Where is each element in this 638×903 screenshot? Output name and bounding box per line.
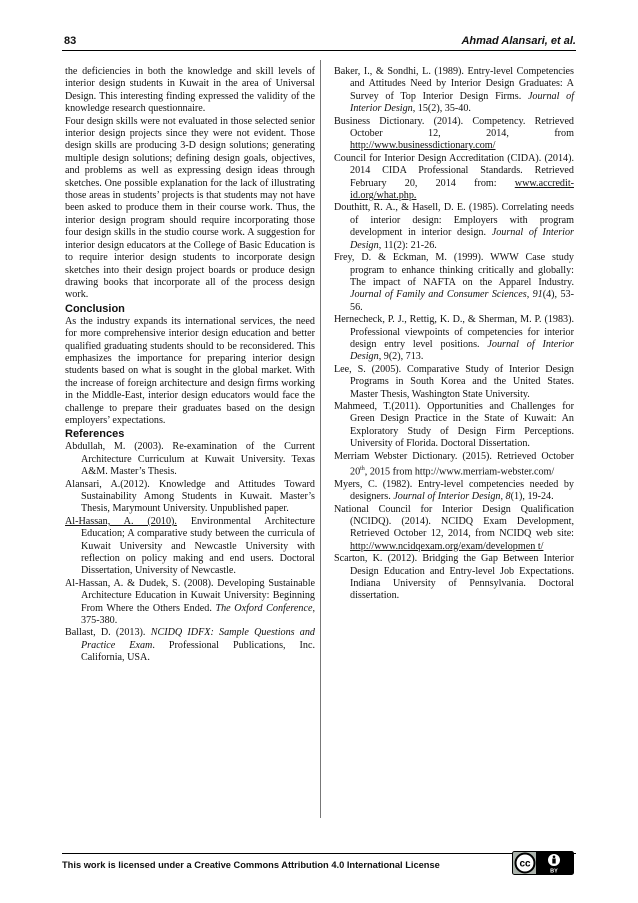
footer-rule xyxy=(62,853,576,854)
reference-item: Myers, C. (1982). Entry-level competencies needed by designers. Journal of Interior Design, 8(1), 19-24. xyxy=(334,478,574,503)
cc-badge-label: cc xyxy=(519,858,531,870)
running-header xyxy=(62,35,576,49)
reference-item: Ballast, D. (2013). NCIDQ IDFX: Sample Questions and Practice Exam. Professional Publications, Inc. California, USA. xyxy=(65,627,315,664)
left-column xyxy=(65,66,315,665)
right-column xyxy=(334,66,574,603)
reference-item: Mahmeed, T.(2011). Opportunities and Challenges for Green Design Practice in the State of Kuwait: An Exploratory Study of Design Firm Perceptions. University of Florida. Doctoral Dissertation. xyxy=(334,400,574,450)
paragraph: As the industry expands its international services, the need for more comprehensive interior design education and better qualified graduating students should to be reconsidered. This emphasizes the importance for preparing interior design students based on what is sought in the global market. With the increase of foreign architecture and design firms working in the Middle-East, interior design educators would face the challenge to prepare their graduates based on the design employers’ expectations. xyxy=(65,315,315,426)
reference-item: Baker, I., & Sondhi, L. (1989). Entry-level Competencies and Attitudes Need by Interior Design Graduates: A Survey of Top Interior Design Firms. Journal of Interior Design, 15(2), 35-40. xyxy=(334,66,575,115)
section-heading-conclusion: Conclusion xyxy=(65,302,125,315)
reference-link[interactable]: http://www.businessdictionary.com/ xyxy=(350,140,496,152)
license-text: This work is licensed under a Creative Commons Attribution 4.0 International License xyxy=(62,860,440,870)
reference-item: Lee, S. (2005). Comparative Study of Interior Design Programs in South Korea and the United States. Master Thesis, Washington State University. xyxy=(334,363,574,400)
reference-link[interactable]: www.accredit-id.org/what.php. xyxy=(350,177,574,202)
reference-item: Alansari, A.(2012). Knowledge and Attitudes Toward Sustainability Among Students in Kuwait. Master’s Thesis, Marymount University. Unpublished paper. xyxy=(65,478,315,515)
reference-item: Al-Hassan, A. & Dudek, S. (2008). Developing Sustainable Architecture Education in Kuwait University: Beginning From Where the Others Ended. The Oxford Conference, 375-380. xyxy=(65,577,315,627)
reference-link[interactable]: http://www.ncidqexam.org/exam/developmen t/ xyxy=(350,540,544,552)
reference-item: Council for Interior Design Accreditation (CIDA). (2014). 2014 CIDA Professional Standards. Retrieved February 20, 2014 from: www.accredit-id.org/what.php. xyxy=(334,152,574,202)
paragraph: Four design skills were not evaluated in those selected senior interior design projects since they were not evident. Those design skills are producing 3-D design solutions; generating multiple design solutions; defining design goals, objectives, and problems as well as expressing design ideas through sketches. One possible explanation for the lack of illustrating those areas in students’ projects is that students may not have been asked to produce them in their course work. Thus, the interior design program should require incorporating those four design skills in the studio course work. A suggestion for interior design educators at the College of Basic Education is to require interior design students to incorporate design sketches into their design project boards or produce design drawing books that incorporate all of the process design work. xyxy=(65,115,315,301)
header-rule xyxy=(62,50,576,51)
reference-item: Scarton, K. (2012). Bridging the Gap Between Interior Design Education and Entry-level Job Expectations. Indiana University of Pennsylvania. Doctoral dissertation. xyxy=(334,553,574,602)
reference-item: National Council for Interior Design Qualification (NCIDQ). (2014). NCIDQ Exam Development, Retrieved October 12, 2014, from NCIDQ web site: http://www.ncidqexam.org/exam/developmen t/ xyxy=(334,503,574,552)
reference-item: Al-Hassan, A. (2010). Environmental Architecture Education; A comparative study between the curricula of Kuwait University and Newcastle University with reflection on policy making and end users. Doctoral Dissertation, University of Newcastle. xyxy=(65,515,315,577)
reference-item: Hernecheck, P. J., Rettig, K. D., & Sherman, M. P. (1983). Professional viewpoints of competencies for interior design entry level positions. Journal of Interior Design, 9(2), 713. xyxy=(334,314,574,363)
paragraph: the deficiencies in both the knowledge and skill levels of interior design students in Kuwait in the area of Universal Design. This interesting finding expressed the validity of the knowledge research questionnaire. xyxy=(65,66,315,115)
reference-item: Business Dictionary. (2014). Competency. Retrieved October 12, 2014, from http://www.businessdictionary.com/ xyxy=(334,115,574,152)
by-badge-label: BY xyxy=(550,868,558,875)
page-number: 83 xyxy=(64,35,77,47)
reference-item: Frey, D. & Eckman, M. (1999). WWW Case study program to enhance thinking critically and globally: The impact of NAFTA on the Apparel Industry. Journal of Family and Consumer Sciences, 91(4), 53-56. xyxy=(334,252,574,313)
creative-commons-by-icon[interactable] xyxy=(512,851,574,875)
reference-item: Merriam Webster Dictionary. (2015). Retrieved October 20th, 2015 from http://www.merriam-webster.com/ xyxy=(334,450,574,478)
section-heading-references: References xyxy=(65,428,125,441)
column-divider xyxy=(320,60,321,818)
reference-item: Douthitt, R. A., & Hasell, D. E. (1985). Correlating needs of interior design: Employers with program development in interior design. Journal of Interior Design, 11(2): 21-26. xyxy=(334,202,574,251)
reference-item: Abdullah, M. (2003). Re-examination of the Current Architecture Curriculum at Kuwait University. Texas A&M. Master’s Thesis. xyxy=(65,441,315,478)
running-authors: Ahmad Alansari, et al. xyxy=(461,35,576,47)
